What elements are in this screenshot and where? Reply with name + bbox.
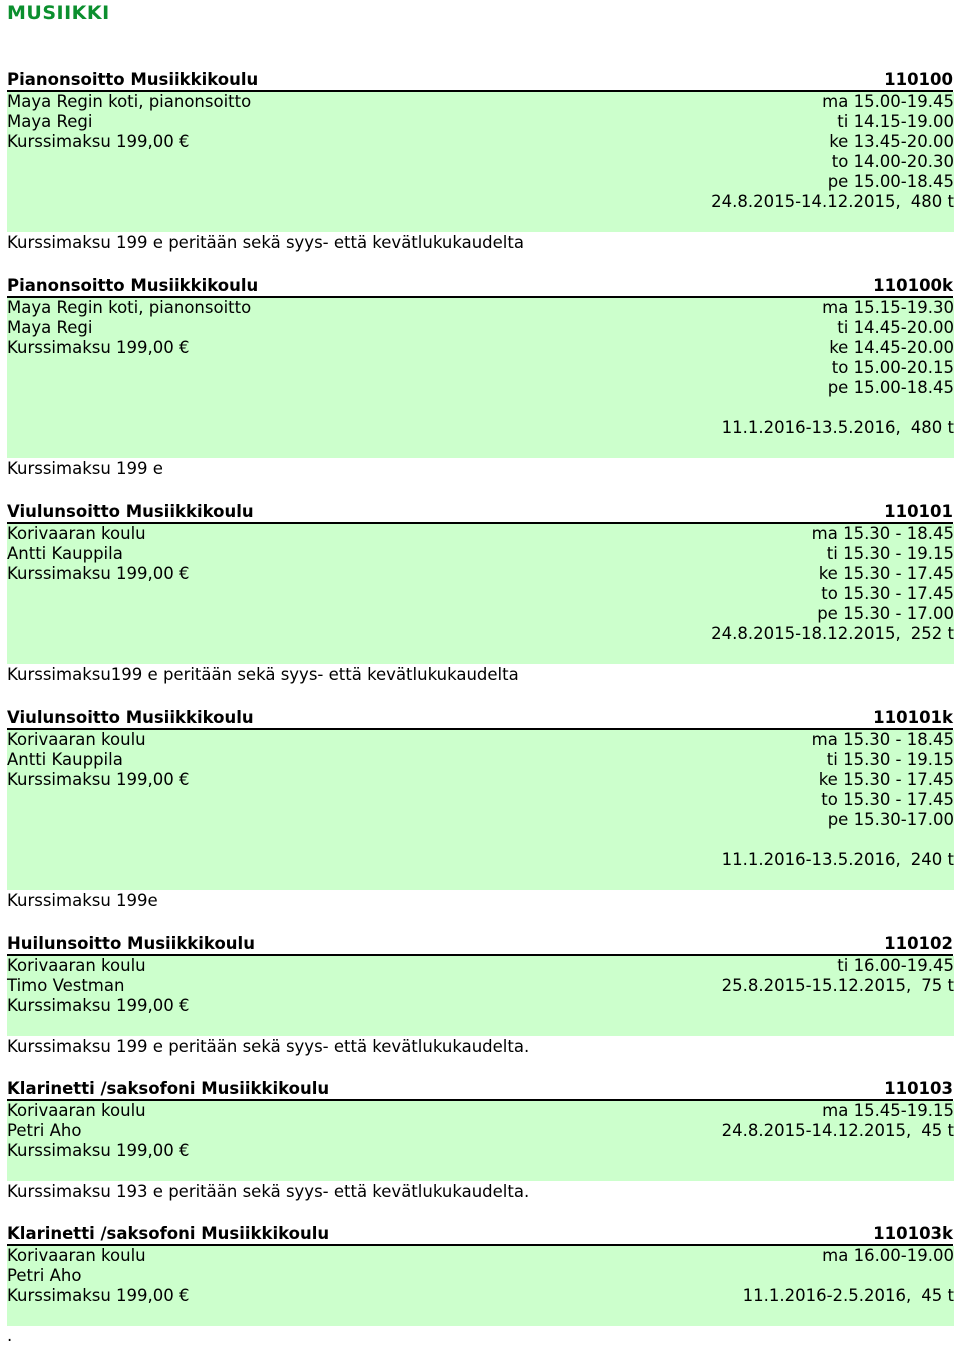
course-time: to 15.30 - 17.45 — [821, 584, 954, 603]
course-time: pe 15.00-18.45 — [827, 172, 954, 191]
course-details — [7, 524, 954, 664]
course-code: 110100 — [884, 70, 953, 89]
course-details — [7, 956, 954, 1036]
course-time: ke 15.30 - 17.45 — [818, 564, 954, 583]
course-hours: 75 t — [921, 976, 954, 995]
course-period — [743, 1286, 954, 1306]
course-title: Pianonsoitto Musiikkikoulu — [7, 70, 259, 89]
course-period — [722, 850, 954, 870]
course-details — [7, 730, 954, 890]
course-time: ma 15.30 - 18.45 — [811, 524, 954, 543]
course-time: ke 13.45-20.00 — [829, 132, 954, 151]
course-code: 110103k — [873, 1224, 953, 1243]
course-title: Huilunsoitto Musiikkikoulu — [7, 934, 255, 953]
course-hours: 252 t — [910, 624, 954, 643]
course-time: to 15.30 - 17.45 — [821, 790, 954, 809]
course-110103k — [0, 1224, 960, 1326]
course-header — [7, 708, 953, 730]
course-header — [7, 934, 953, 956]
course-note: Kurssimaksu199 e peritään sekä syys- että kevätlukukaudelta — [7, 665, 519, 684]
course-teacher: Petri Aho — [7, 1121, 82, 1140]
course-time: ma 15.15-19.30 — [822, 298, 954, 317]
course-time: ke 15.30 - 17.45 — [818, 770, 954, 789]
course-hours: 45 t — [921, 1286, 954, 1305]
course-place: Korivaaran koulu — [7, 524, 146, 543]
course-header — [7, 70, 953, 92]
course-header — [7, 502, 953, 524]
course-time: pe 15.00-18.45 — [827, 378, 954, 397]
course-time: to 14.00-20.30 — [831, 152, 954, 171]
course-title: Viulunsoitto Musiikkikoulu — [7, 502, 254, 521]
course-dates: 24.8.2015-14.12.2015, — [721, 1121, 912, 1140]
course-time: pe 15.30 - 17.00 — [817, 604, 954, 623]
course-teacher: Maya Regi — [7, 318, 93, 337]
course-time: ti 15.30 - 19.15 — [826, 544, 954, 563]
course-time: to 15.00-20.15 — [831, 358, 954, 377]
course-note: Kurssimaksu 199e — [7, 891, 158, 910]
course-110100 — [0, 70, 960, 232]
course-code: 110102 — [884, 934, 953, 953]
course-details — [7, 1101, 954, 1181]
course-teacher: Timo Vestman — [7, 976, 125, 995]
course-fee: Kurssimaksu 199,00 € — [7, 132, 190, 151]
course-fee: Kurssimaksu 199,00 € — [7, 338, 190, 357]
course-hours: 480 t — [910, 192, 954, 211]
course-dates: 11.1.2016-13.5.2016, — [721, 850, 901, 869]
course-title: Viulunsoitto Musiikkikoulu — [7, 708, 254, 727]
course-fee: Kurssimaksu 199,00 € — [7, 1286, 190, 1305]
course-teacher: Antti Kauppila — [7, 544, 123, 563]
course-title: Pianonsoitto Musiikkikoulu — [7, 276, 259, 295]
course-time: ke 14.45-20.00 — [829, 338, 954, 357]
course-note: Kurssimaksu 199 e peritään sekä syys- että kevätlukukaudelta — [7, 233, 524, 252]
course-hours: 45 t — [921, 1121, 954, 1140]
course-period — [722, 976, 954, 996]
course-details — [7, 1246, 954, 1326]
course-note: Kurssimaksu 199 e peritään sekä syys- että kevätlukukaudelta. — [7, 1037, 530, 1056]
course-note: Kurssimaksu 193 e peritään sekä syys- että kevätlukukaudelta. — [7, 1182, 530, 1201]
course-header — [7, 276, 953, 298]
course-110102 — [0, 934, 960, 1036]
course-fee: Kurssimaksu 199,00 € — [7, 770, 190, 789]
course-period — [711, 192, 954, 212]
course-fee: Kurssimaksu 199,00 € — [7, 564, 190, 583]
course-time: ma 15.45-19.15 — [822, 1101, 954, 1120]
course-code: 110103 — [884, 1079, 953, 1098]
course-code: 110100k — [873, 276, 953, 295]
course-header — [7, 1224, 953, 1246]
course-place: Korivaaran koulu — [7, 956, 146, 975]
course-time: pe 15.30-17.00 — [827, 810, 954, 829]
course-110101k — [0, 708, 960, 890]
course-time: ti 16.00-19.45 — [837, 956, 954, 975]
course-title: Klarinetti /saksofoni Musiikkikoulu — [7, 1079, 330, 1098]
course-teacher: Maya Regi — [7, 112, 93, 131]
course-110103 — [0, 1079, 960, 1181]
course-place: Maya Regin koti, pianonsoitto — [7, 92, 252, 111]
course-time: ti 14.15-19.00 — [837, 112, 954, 131]
course-place: Maya Regin koti, pianonsoitto — [7, 298, 252, 317]
course-time: ma 15.00-19.45 — [822, 92, 954, 111]
course-110101 — [0, 502, 960, 664]
course-place: Korivaaran koulu — [7, 730, 146, 749]
course-period — [722, 418, 954, 438]
course-hours: 480 t — [910, 418, 954, 437]
course-period — [722, 1121, 954, 1141]
course-time: ti 14.45-20.00 — [837, 318, 954, 337]
course-time: ti 15.30 - 19.15 — [826, 750, 954, 769]
course-dates: 25.8.2015-15.12.2015, — [721, 976, 912, 995]
course-note: Kurssimaksu 199 e — [7, 459, 163, 478]
course-teacher: Petri Aho — [7, 1266, 82, 1285]
course-teacher: Antti Kauppila — [7, 750, 123, 769]
course-fee: Kurssimaksu 199,00 € — [7, 996, 190, 1015]
course-dates: 24.8.2015-18.12.2015, — [711, 624, 901, 643]
course-hours: 240 t — [910, 850, 954, 869]
course-dates: 11.1.2016-2.5.2016, — [742, 1286, 912, 1305]
course-dates: 24.8.2015-14.12.2015, — [711, 192, 901, 211]
course-code: 110101k — [873, 708, 953, 727]
course-110100k — [0, 276, 960, 458]
course-fee: Kurssimaksu 199,00 € — [7, 1141, 190, 1160]
course-time: ma 16.00-19.00 — [822, 1246, 954, 1265]
course-place: Korivaaran koulu — [7, 1101, 146, 1120]
course-note: . — [7, 1326, 13, 1345]
page-title: MUSIIKKI — [7, 2, 110, 24]
course-header — [7, 1079, 953, 1101]
course-period — [711, 624, 954, 644]
course-time: ma 15.30 - 18.45 — [811, 730, 954, 749]
course-title: Klarinetti /saksofoni Musiikkikoulu — [7, 1224, 330, 1243]
course-dates: 11.1.2016-13.5.2016, — [721, 418, 901, 437]
course-details — [7, 298, 954, 458]
course-place: Korivaaran koulu — [7, 1246, 146, 1265]
course-details — [7, 92, 954, 232]
course-code: 110101 — [884, 502, 953, 521]
